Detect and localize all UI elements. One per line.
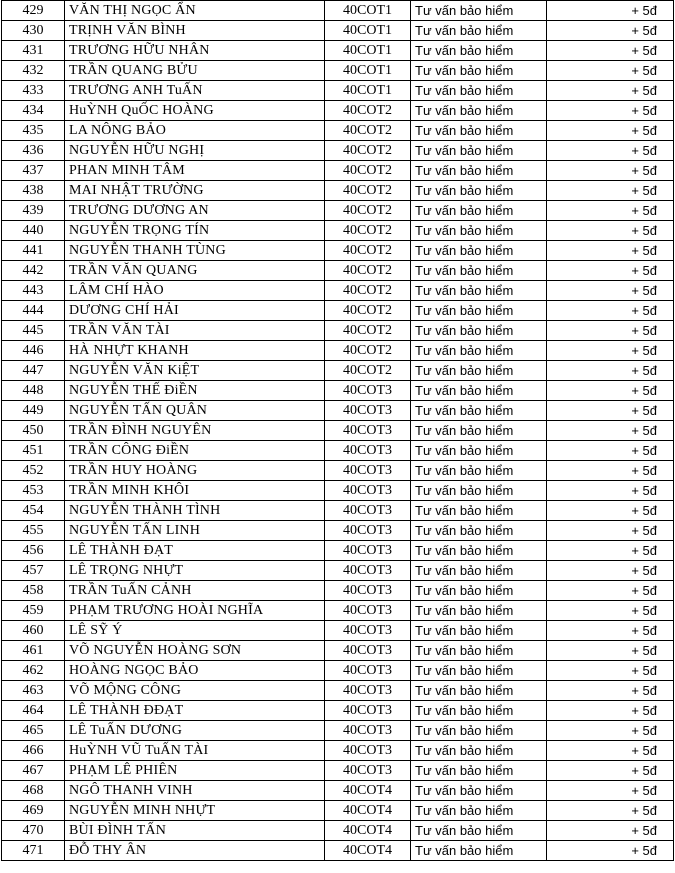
activity-cell: Tư vấn bảo hiểm — [411, 301, 547, 321]
activity-cell: Tư vấn bảo hiểm — [411, 661, 547, 681]
activity-cell: Tư vấn bảo hiểm — [411, 21, 547, 41]
activity-cell: Tư vấn bảo hiểm — [411, 561, 547, 581]
points-cell: + 5đ — [547, 841, 674, 861]
activity-cell: Tư vấn bảo hiểm — [411, 481, 547, 501]
points-cell: + 5đ — [547, 161, 674, 181]
points-cell: + 5đ — [547, 761, 674, 781]
activity-cell: Tư vấn bảo hiểm — [411, 761, 547, 781]
points-cell: + 5đ — [547, 341, 674, 361]
row-number-cell: 449 — [2, 401, 65, 421]
activity-cell: Tư vấn bảo hiểm — [411, 501, 547, 521]
student-name-cell: TRẦN QUANG BỬU — [65, 61, 325, 81]
student-name-cell: TRẦN CÔNG ĐiỀN — [65, 441, 325, 461]
points-cell: + 5đ — [547, 621, 674, 641]
table-row — [2, 681, 674, 701]
row-number-cell: 450 — [2, 421, 65, 441]
student-name-cell: NGUYỄN VĂN KiỆT — [65, 361, 325, 381]
student-name-cell: TRẦN ĐÌNH NGUYÊN — [65, 421, 325, 441]
student-name-cell: TRẦN HUY HOÀNG — [65, 461, 325, 481]
class-code-cell: 40COT1 — [325, 61, 411, 81]
activity-cell: Tư vấn bảo hiểm — [411, 841, 547, 861]
student-name-cell: HÀ NHỰT KHANH — [65, 341, 325, 361]
row-number-cell: 448 — [2, 381, 65, 401]
row-number-cell: 463 — [2, 681, 65, 701]
row-number-cell: 446 — [2, 341, 65, 361]
activity-cell: Tư vấn bảo hiểm — [411, 81, 547, 101]
row-number-cell: 439 — [2, 201, 65, 221]
activity-cell: Tư vấn bảo hiểm — [411, 201, 547, 221]
class-code-cell: 40COT3 — [325, 701, 411, 721]
points-cell: + 5đ — [547, 601, 674, 621]
activity-cell: Tư vấn bảo hiểm — [411, 1, 547, 21]
table-row — [2, 501, 674, 521]
points-cell: + 5đ — [547, 501, 674, 521]
activity-cell: Tư vấn bảo hiểm — [411, 441, 547, 461]
activity-cell: Tư vấn bảo hiểm — [411, 161, 547, 181]
row-number-cell: 430 — [2, 21, 65, 41]
table-row — [2, 341, 674, 361]
student-name-cell: HOÀNG NGỌC BẢO — [65, 661, 325, 681]
row-number-cell: 461 — [2, 641, 65, 661]
points-cell: + 5đ — [547, 81, 674, 101]
row-number-cell: 432 — [2, 61, 65, 81]
row-number-cell: 429 — [2, 1, 65, 21]
row-number-cell: 451 — [2, 441, 65, 461]
activity-cell: Tư vấn bảo hiểm — [411, 581, 547, 601]
row-number-cell: 441 — [2, 241, 65, 261]
student-name-cell: TRỊNH VĂN BÌNH — [65, 21, 325, 41]
activity-cell: Tư vấn bảo hiểm — [411, 61, 547, 81]
points-cell: + 5đ — [547, 721, 674, 741]
class-code-cell: 40COT2 — [325, 281, 411, 301]
class-code-cell: 40COT2 — [325, 141, 411, 161]
table-row — [2, 581, 674, 601]
class-code-cell: 40COT2 — [325, 101, 411, 121]
table-row — [2, 461, 674, 481]
row-number-cell: 468 — [2, 781, 65, 801]
points-cell: + 5đ — [547, 21, 674, 41]
points-cell: + 5đ — [547, 521, 674, 541]
class-code-cell: 40COT2 — [325, 221, 411, 241]
activity-cell: Tư vấn bảo hiểm — [411, 121, 547, 141]
activity-cell: Tư vấn bảo hiểm — [411, 521, 547, 541]
student-name-cell: NGÔ THANH VINH — [65, 781, 325, 801]
table-row — [2, 201, 674, 221]
row-number-cell: 453 — [2, 481, 65, 501]
points-cell: + 5đ — [547, 61, 674, 81]
row-number-cell: 447 — [2, 361, 65, 381]
row-number-cell: 444 — [2, 301, 65, 321]
table-row — [2, 701, 674, 721]
student-name-cell: HuỲNH VŨ TuẤN TÀI — [65, 741, 325, 761]
row-number-cell: 465 — [2, 721, 65, 741]
student-name-cell: NGUYỄN MINH NHỰT — [65, 801, 325, 821]
class-code-cell: 40COT3 — [325, 621, 411, 641]
table-row — [2, 381, 674, 401]
points-cell: + 5đ — [547, 281, 674, 301]
student-name-cell: TRƯƠNG DƯƠNG AN — [65, 201, 325, 221]
activity-cell: Tư vấn bảo hiểm — [411, 261, 547, 281]
activity-cell: Tư vấn bảo hiểm — [411, 701, 547, 721]
class-code-cell: 40COT2 — [325, 301, 411, 321]
student-name-cell: VĂN THỊ NGỌC ẨN — [65, 1, 325, 21]
activity-cell: Tư vấn bảo hiểm — [411, 401, 547, 421]
points-cell: + 5đ — [547, 801, 674, 821]
student-name-cell: PHAN MINH TÂM — [65, 161, 325, 181]
class-code-cell: 40COT3 — [325, 421, 411, 441]
class-code-cell: 40COT3 — [325, 661, 411, 681]
points-cell: + 5đ — [547, 41, 674, 61]
row-number-cell: 467 — [2, 761, 65, 781]
table-row — [2, 241, 674, 261]
row-number-cell: 438 — [2, 181, 65, 201]
class-code-cell: 40COT3 — [325, 721, 411, 741]
student-name-cell: NGUYỄN THÀNH TÌNH — [65, 501, 325, 521]
table-row — [2, 261, 674, 281]
row-number-cell: 445 — [2, 321, 65, 341]
class-code-cell: 40COT4 — [325, 841, 411, 861]
activity-cell: Tư vấn bảo hiểm — [411, 241, 547, 261]
class-code-cell: 40COT3 — [325, 541, 411, 561]
activity-cell: Tư vấn bảo hiểm — [411, 461, 547, 481]
table-row — [2, 601, 674, 621]
student-name-cell: ĐỖ THY ÂN — [65, 841, 325, 861]
table-row — [2, 61, 674, 81]
row-number-cell: 454 — [2, 501, 65, 521]
row-number-cell: 443 — [2, 281, 65, 301]
activity-cell: Tư vấn bảo hiểm — [411, 341, 547, 361]
table-row — [2, 641, 674, 661]
class-code-cell: 40COT3 — [325, 381, 411, 401]
student-name-cell: NGUYỄN TẤN LINH — [65, 521, 325, 541]
activity-cell: Tư vấn bảo hiểm — [411, 221, 547, 241]
student-name-cell: HuỲNH QuỐC HOÀNG — [65, 101, 325, 121]
class-code-cell: 40COT1 — [325, 41, 411, 61]
class-code-cell: 40COT4 — [325, 821, 411, 841]
student-name-cell: VÕ MỘNG CÔNG — [65, 681, 325, 701]
student-name-cell: LÊ THÀNH ĐẠT — [65, 541, 325, 561]
activity-cell: Tư vấn bảo hiểm — [411, 281, 547, 301]
points-cell: + 5đ — [547, 481, 674, 501]
student-points-table — [1, 0, 674, 861]
row-number-cell: 440 — [2, 221, 65, 241]
row-number-cell: 460 — [2, 621, 65, 641]
student-name-cell: MAI NHẬT TRƯỜNG — [65, 181, 325, 201]
class-code-cell: 40COT3 — [325, 481, 411, 501]
student-name-cell: PHẠM LÊ PHIÊN — [65, 761, 325, 781]
table-row — [2, 541, 674, 561]
class-code-cell: 40COT2 — [325, 261, 411, 281]
activity-cell: Tư vấn bảo hiểm — [411, 541, 547, 561]
table-row — [2, 621, 674, 641]
table-row — [2, 481, 674, 501]
table-row — [2, 41, 674, 61]
row-number-cell: 459 — [2, 601, 65, 621]
activity-cell: Tư vấn bảo hiểm — [411, 181, 547, 201]
student-name-cell: NGUYỄN TẤN QUÂN — [65, 401, 325, 421]
activity-cell: Tư vấn bảo hiểm — [411, 141, 547, 161]
row-number-cell: 466 — [2, 741, 65, 761]
points-cell: + 5đ — [547, 241, 674, 261]
student-name-cell: TRẦN MINH KHÔI — [65, 481, 325, 501]
row-number-cell: 442 — [2, 261, 65, 281]
student-name-cell: LÊ SỸ Ý — [65, 621, 325, 641]
points-cell: + 5đ — [547, 301, 674, 321]
class-code-cell: 40COT3 — [325, 401, 411, 421]
class-code-cell: 40COT3 — [325, 521, 411, 541]
points-cell: + 5đ — [547, 681, 674, 701]
table-row — [2, 21, 674, 41]
table-row — [2, 81, 674, 101]
class-code-cell: 40COT1 — [325, 81, 411, 101]
activity-cell: Tư vấn bảo hiểm — [411, 741, 547, 761]
points-cell: + 5đ — [547, 641, 674, 661]
student-name-cell: LÊ TRỌNG NHỰT — [65, 561, 325, 581]
class-code-cell: 40COT3 — [325, 501, 411, 521]
row-number-cell: 431 — [2, 41, 65, 61]
points-cell: + 5đ — [547, 101, 674, 121]
class-code-cell: 40COT2 — [325, 121, 411, 141]
row-number-cell: 469 — [2, 801, 65, 821]
class-code-cell: 40COT2 — [325, 361, 411, 381]
student-name-cell: BÙI ĐÌNH TẤN — [65, 821, 325, 841]
activity-cell: Tư vấn bảo hiểm — [411, 781, 547, 801]
table-row — [2, 561, 674, 581]
student-name-cell: NGUYỄN THANH TÙNG — [65, 241, 325, 261]
activity-cell: Tư vấn bảo hiểm — [411, 101, 547, 121]
table-row — [2, 361, 674, 381]
class-code-cell: 40COT3 — [325, 581, 411, 601]
student-name-cell: VÕ NGUYỄN HOÀNG SƠN — [65, 641, 325, 661]
points-cell: + 5đ — [547, 561, 674, 581]
table-row — [2, 801, 674, 821]
table-row — [2, 321, 674, 341]
student-name-cell: TRƯƠNG HỮU NHÂN — [65, 41, 325, 61]
row-number-cell: 455 — [2, 521, 65, 541]
activity-cell: Tư vấn bảo hiểm — [411, 721, 547, 741]
points-cell: + 5đ — [547, 181, 674, 201]
table-row — [2, 781, 674, 801]
class-code-cell: 40COT3 — [325, 561, 411, 581]
points-cell: + 5đ — [547, 461, 674, 481]
points-cell: + 5đ — [547, 741, 674, 761]
table-row — [2, 841, 674, 861]
activity-cell: Tư vấn bảo hiểm — [411, 41, 547, 61]
class-code-cell: 40COT3 — [325, 641, 411, 661]
student-name-cell: TRẦN VĂN QUANG — [65, 261, 325, 281]
points-cell: + 5đ — [547, 401, 674, 421]
class-code-cell: 40COT1 — [325, 21, 411, 41]
class-code-cell: 40COT3 — [325, 441, 411, 461]
row-number-cell: 464 — [2, 701, 65, 721]
row-number-cell: 462 — [2, 661, 65, 681]
points-cell: + 5đ — [547, 261, 674, 281]
points-cell: + 5đ — [547, 421, 674, 441]
class-code-cell: 40COT2 — [325, 201, 411, 221]
row-number-cell: 434 — [2, 101, 65, 121]
table-row — [2, 421, 674, 441]
class-code-cell: 40COT2 — [325, 341, 411, 361]
points-cell: + 5đ — [547, 441, 674, 461]
table-row — [2, 661, 674, 681]
class-code-cell: 40COT2 — [325, 181, 411, 201]
table-row — [2, 121, 674, 141]
table-row — [2, 441, 674, 461]
student-name-cell: LÂM CHÍ HÀO — [65, 281, 325, 301]
row-number-cell: 452 — [2, 461, 65, 481]
class-code-cell: 40COT3 — [325, 681, 411, 701]
class-code-cell: 40COT3 — [325, 461, 411, 481]
table-row — [2, 301, 674, 321]
activity-cell: Tư vấn bảo hiểm — [411, 601, 547, 621]
points-cell: + 5đ — [547, 661, 674, 681]
activity-cell: Tư vấn bảo hiểm — [411, 821, 547, 841]
row-number-cell: 471 — [2, 841, 65, 861]
table-row — [2, 741, 674, 761]
student-name-cell: DƯƠNG CHÍ HẢI — [65, 301, 325, 321]
row-number-cell: 435 — [2, 121, 65, 141]
class-code-cell: 40COT2 — [325, 321, 411, 341]
table-row — [2, 821, 674, 841]
table-row — [2, 1, 674, 21]
class-code-cell: 40COT3 — [325, 741, 411, 761]
student-name-cell: LÊ THÀNH ĐĐẠT — [65, 701, 325, 721]
points-cell: + 5đ — [547, 581, 674, 601]
student-name-cell: TRẦN TuẤN CẢNH — [65, 581, 325, 601]
row-number-cell: 437 — [2, 161, 65, 181]
activity-cell: Tư vấn bảo hiểm — [411, 421, 547, 441]
student-name-cell: TRƯƠNG ANH TuẤN — [65, 81, 325, 101]
student-name-cell: PHẠM TRƯƠNG HOÀI NGHĨA — [65, 601, 325, 621]
points-cell: + 5đ — [547, 201, 674, 221]
table-body — [2, 1, 674, 861]
points-cell: + 5đ — [547, 381, 674, 401]
row-number-cell: 433 — [2, 81, 65, 101]
student-name-cell: LA NÔNG BẢO — [65, 121, 325, 141]
class-code-cell: 40COT3 — [325, 761, 411, 781]
table-row — [2, 761, 674, 781]
points-cell: + 5đ — [547, 1, 674, 21]
points-cell: + 5đ — [547, 541, 674, 561]
activity-cell: Tư vấn bảo hiểm — [411, 801, 547, 821]
activity-cell: Tư vấn bảo hiểm — [411, 321, 547, 341]
activity-cell: Tư vấn bảo hiểm — [411, 621, 547, 641]
row-number-cell: 470 — [2, 821, 65, 841]
row-number-cell: 436 — [2, 141, 65, 161]
activity-cell: Tư vấn bảo hiểm — [411, 681, 547, 701]
class-code-cell: 40COT4 — [325, 801, 411, 821]
row-number-cell: 456 — [2, 541, 65, 561]
row-number-cell: 458 — [2, 581, 65, 601]
class-code-cell: 40COT2 — [325, 161, 411, 181]
table-row — [2, 721, 674, 741]
table-row — [2, 281, 674, 301]
table-row — [2, 401, 674, 421]
table-row — [2, 221, 674, 241]
points-cell: + 5đ — [547, 141, 674, 161]
points-cell: + 5đ — [547, 781, 674, 801]
student-name-cell: TRẦN VĂN TÀI — [65, 321, 325, 341]
activity-cell: Tư vấn bảo hiểm — [411, 641, 547, 661]
table-row — [2, 181, 674, 201]
points-cell: + 5đ — [547, 321, 674, 341]
table-row — [2, 161, 674, 181]
class-code-cell: 40COT4 — [325, 781, 411, 801]
class-code-cell: 40COT2 — [325, 241, 411, 261]
activity-cell: Tư vấn bảo hiểm — [411, 381, 547, 401]
activity-cell: Tư vấn bảo hiểm — [411, 361, 547, 381]
student-name-cell: NGUYỄN THẾ ĐiỀN — [65, 381, 325, 401]
points-cell: + 5đ — [547, 121, 674, 141]
row-number-cell: 457 — [2, 561, 65, 581]
student-name-cell: LÊ TuẤN DƯƠNG — [65, 721, 325, 741]
points-cell: + 5đ — [547, 821, 674, 841]
student-name-cell: NGUYỄN HỮU NGHỊ — [65, 141, 325, 161]
table-row — [2, 141, 674, 161]
student-name-cell: NGUYỄN TRỌNG TÍN — [65, 221, 325, 241]
class-code-cell: 40COT1 — [325, 1, 411, 21]
points-cell: + 5đ — [547, 221, 674, 241]
class-code-cell: 40COT3 — [325, 601, 411, 621]
table-row — [2, 521, 674, 541]
points-cell: + 5đ — [547, 361, 674, 381]
table-row — [2, 101, 674, 121]
points-cell: + 5đ — [547, 701, 674, 721]
